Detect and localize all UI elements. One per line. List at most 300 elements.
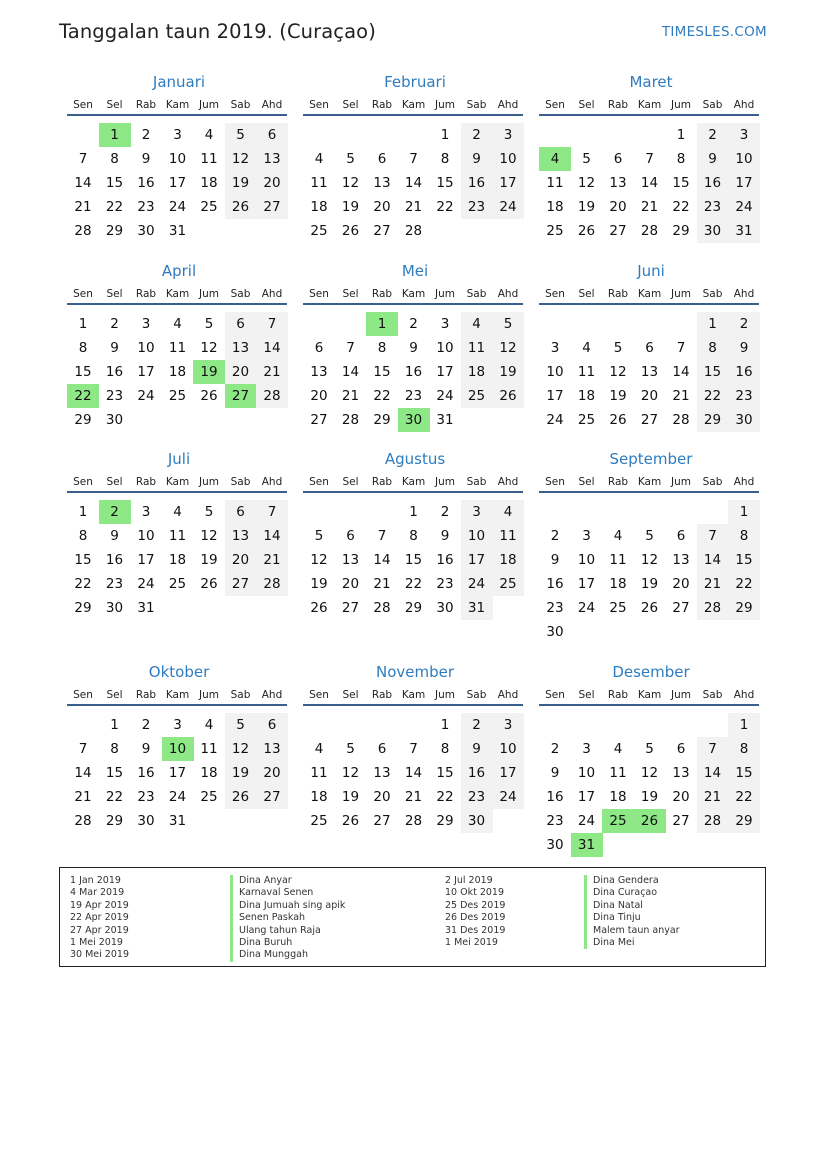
day-cell: 11: [310, 765, 328, 781]
month-name: September: [609, 450, 693, 468]
day-cell: 26: [341, 813, 360, 829]
day-cell: 23: [105, 388, 124, 404]
weekday-header: Sab: [702, 689, 723, 701]
day-cell: 28: [256, 384, 288, 408]
day-cell: 12: [200, 340, 218, 356]
header-rule: [67, 491, 287, 493]
day-cell: 26: [200, 388, 218, 404]
day-cell: 26: [577, 223, 596, 239]
weekday-header: Sen: [73, 476, 93, 488]
day-cell: 19: [609, 388, 627, 404]
day-cell: 12: [640, 552, 659, 568]
day-cell: 28: [74, 813, 92, 829]
legend-holiday-name: Karnaval Senen: [230, 887, 345, 899]
day-cell: 9: [461, 147, 493, 171]
weekday-header: Kam: [165, 689, 190, 701]
day-cell: 6: [377, 741, 387, 757]
weekday-header: Ahd: [261, 99, 283, 111]
day-cell: 30: [137, 813, 155, 829]
day-cell: 22: [105, 199, 124, 215]
weekday-header: Kam: [401, 288, 426, 300]
header-rule: [303, 704, 523, 706]
weekday-header: Kam: [165, 288, 190, 300]
day-cell: 29: [105, 813, 124, 829]
day-cell: 26: [310, 600, 328, 616]
day-cell: 24: [461, 572, 493, 596]
legend-holiday-name: Dina Jumuah sing apik: [230, 900, 345, 912]
header-rule: [539, 303, 759, 305]
day-cell: 5: [346, 151, 355, 167]
weekday-header: Sen: [309, 476, 329, 488]
day-cell: 20: [341, 576, 360, 592]
weekday-header: Sen: [309, 689, 329, 701]
day-cell: 6: [676, 528, 686, 544]
day-cell: 24: [546, 412, 564, 428]
day-cell: 9: [110, 340, 119, 356]
day-cell: 14: [640, 175, 659, 191]
day-cell: 14: [256, 524, 288, 548]
month-mei: [303, 262, 527, 462]
month-name: November: [375, 663, 455, 681]
month-name: Mei: [401, 262, 429, 280]
month-name: Februari: [384, 73, 446, 91]
day-cell: 21: [74, 199, 92, 215]
day-cell: 11: [200, 151, 218, 167]
day-cell: 24: [168, 789, 187, 805]
weekday-header: Sen: [309, 288, 329, 300]
day-cell: 19: [341, 789, 360, 805]
day-cell: 13: [672, 552, 690, 568]
day-cell: 2: [461, 123, 493, 147]
holiday-day-cell: 19: [193, 360, 225, 384]
day-cell: 9: [409, 340, 418, 356]
day-cell: 21: [404, 199, 423, 215]
day-cell: 7: [78, 151, 88, 167]
day-cell: 15: [74, 364, 92, 380]
weekday-header: Ahd: [497, 689, 519, 701]
day-cell: 25: [168, 576, 187, 592]
day-cell: 1: [110, 717, 119, 733]
day-cell: 11: [609, 552, 627, 568]
holiday-day-cell: 1: [366, 312, 398, 336]
day-cell: 3: [173, 717, 182, 733]
day-cell: 10: [436, 340, 454, 356]
day-cell: 27: [225, 572, 257, 596]
weekday-header: Kam: [637, 99, 662, 111]
weekday-header: Sel: [106, 288, 123, 300]
day-cell: 18: [310, 789, 328, 805]
day-cell: 15: [105, 175, 124, 191]
day-cell: 29: [74, 412, 92, 428]
day-cell: 24: [168, 199, 187, 215]
day-cell: 11: [461, 336, 493, 360]
day-cell: 2: [141, 127, 151, 143]
day-cell: 30: [546, 624, 564, 640]
day-cell: 9: [697, 147, 729, 171]
legend-dates-right: [445, 875, 505, 949]
day-cell: 22: [436, 789, 454, 805]
day-cell: 14: [74, 765, 92, 781]
day-cell: 3: [492, 123, 524, 147]
day-cell: 28: [672, 412, 690, 428]
day-cell: 11: [168, 528, 187, 544]
weekday-header: Sel: [342, 99, 359, 111]
day-cell: 20: [310, 388, 328, 404]
weekday-header: Sab: [230, 476, 251, 488]
day-cell: 30: [137, 223, 155, 239]
day-cell: 3: [440, 316, 450, 332]
weekday-header: Ahd: [733, 99, 755, 111]
day-cell: 28: [697, 596, 729, 620]
day-cell: 18: [461, 360, 493, 384]
day-cell: 16: [461, 761, 493, 785]
day-cell: 26: [200, 576, 218, 592]
day-cell: 17: [436, 364, 454, 380]
day-cell: 20: [373, 199, 391, 215]
day-cell: 27: [609, 223, 627, 239]
day-cell: 28: [404, 223, 423, 239]
day-cell: 11: [609, 765, 627, 781]
day-cell: 8: [377, 340, 387, 356]
day-cell: 25: [200, 199, 218, 215]
day-cell: 20: [225, 360, 257, 384]
day-cell: 30: [461, 809, 493, 833]
day-cell: 25: [546, 223, 564, 239]
day-cell: 1: [440, 127, 450, 143]
day-cell: 2: [141, 717, 151, 733]
legend-date: 4 Mar 2019: [70, 887, 125, 899]
day-cell: 7: [256, 312, 288, 336]
weekday-header: Rab: [607, 288, 629, 300]
weekday-header: Jum: [671, 288, 691, 300]
day-cell: 17: [137, 364, 155, 380]
weekday-header: Sab: [466, 288, 487, 300]
holiday-legend: [59, 867, 766, 967]
brand-link[interactable]: TIMESLES.COM: [661, 24, 767, 40]
day-cell: 12: [492, 336, 524, 360]
day-cell: 19: [640, 789, 659, 805]
day-cell: 7: [697, 737, 729, 761]
day-cell: 18: [310, 199, 328, 215]
day-cell: 30: [697, 219, 729, 243]
month-september: [539, 450, 763, 650]
day-cell: 14: [672, 364, 690, 380]
day-cell: 4: [204, 127, 214, 143]
month-juni: [539, 262, 763, 462]
weekday-header: Rab: [135, 476, 157, 488]
day-cell: 8: [78, 340, 88, 356]
weekday-header: Sel: [578, 288, 595, 300]
weekday-header: Sab: [702, 476, 723, 488]
day-cell: 3: [461, 500, 493, 524]
day-cell: 29: [373, 412, 391, 428]
day-cell: 1: [728, 500, 760, 524]
day-cell: 6: [346, 528, 355, 544]
day-cell: 31: [436, 412, 454, 428]
day-cell: 15: [728, 548, 760, 572]
day-cell: 18: [609, 789, 627, 805]
day-cell: 23: [404, 388, 423, 404]
weekday-header: Kam: [401, 99, 426, 111]
holiday-day-cell: 22: [67, 384, 99, 408]
day-cell: 28: [404, 813, 423, 829]
month-name: Juli: [167, 450, 191, 468]
day-cell: 21: [373, 576, 391, 592]
day-cell: 4: [582, 340, 591, 356]
month-name: Oktober: [148, 663, 210, 681]
day-cell: 15: [373, 364, 391, 380]
day-cell: 20: [256, 761, 288, 785]
day-cell: 9: [461, 737, 493, 761]
day-cell: 19: [640, 576, 659, 592]
month-januari: [67, 73, 291, 273]
weekday-header: Sab: [230, 689, 251, 701]
legend-holiday-name: Malem taun anyar: [584, 925, 680, 937]
day-cell: 2: [550, 528, 560, 544]
day-cell: 21: [256, 360, 288, 384]
day-cell: 21: [74, 789, 92, 805]
legend-holiday-name: Senen Paskah: [230, 912, 345, 924]
day-cell: 2: [110, 316, 119, 332]
day-cell: 8: [676, 151, 686, 167]
day-cell: 16: [546, 789, 564, 805]
day-cell: 1: [78, 504, 88, 520]
day-cell: 9: [141, 741, 151, 757]
month-april: [67, 262, 291, 462]
weekday-header: Jum: [199, 476, 219, 488]
day-cell: 3: [492, 713, 524, 737]
holiday-day-cell: 27: [225, 384, 257, 408]
day-cell: 8: [697, 336, 729, 360]
day-cell: 12: [225, 737, 257, 761]
day-cell: 12: [225, 147, 257, 171]
day-cell: 15: [728, 761, 760, 785]
day-cell: 18: [609, 576, 627, 592]
day-cell: 12: [310, 552, 328, 568]
weekday-header: Jum: [199, 288, 219, 300]
weekday-header: Rab: [371, 288, 393, 300]
day-cell: 17: [168, 175, 187, 191]
legend-dates-left: [70, 875, 129, 962]
day-cell: 24: [492, 785, 524, 809]
day-cell: 9: [110, 528, 119, 544]
day-cell: 19: [310, 576, 328, 592]
day-cell: 4: [492, 500, 524, 524]
day-cell: 20: [225, 548, 257, 572]
weekday-header: Sel: [578, 476, 595, 488]
day-cell: 4: [461, 312, 493, 336]
day-cell: 25: [609, 600, 627, 616]
day-cell: 22: [105, 789, 124, 805]
weekday-header: Jum: [671, 476, 691, 488]
day-cell: 2: [461, 713, 493, 737]
weekday-header: Sab: [702, 288, 723, 300]
day-cell: 24: [492, 195, 524, 219]
day-cell: 9: [440, 528, 450, 544]
day-cell: 24: [577, 813, 596, 829]
month-name: Januari: [152, 73, 206, 91]
day-cell: 8: [728, 524, 760, 548]
weekday-header: Sel: [342, 288, 359, 300]
day-cell: 31: [461, 596, 493, 620]
day-cell: 10: [137, 340, 155, 356]
weekday-header: Sel: [342, 476, 359, 488]
legend-holiday-name: Dina Tinju: [584, 912, 680, 924]
day-cell: 27: [310, 412, 328, 428]
weekday-header: Sen: [73, 99, 93, 111]
day-cell: 22: [728, 572, 760, 596]
weekday-header: Sab: [230, 288, 251, 300]
day-cell: 19: [341, 199, 360, 215]
day-cell: 5: [492, 312, 524, 336]
legend-date: 19 Apr 2019: [70, 899, 129, 911]
header-rule: [303, 491, 523, 493]
weekday-header: Sen: [73, 689, 93, 701]
day-cell: 13: [256, 147, 288, 171]
day-cell: 21: [697, 572, 729, 596]
weekday-header: Kam: [401, 689, 426, 701]
day-cell: 10: [577, 765, 596, 781]
legend-names-left: [230, 875, 345, 962]
day-cell: 16: [137, 765, 155, 781]
month-name: Juni: [637, 262, 665, 280]
weekday-header: Kam: [637, 689, 662, 701]
day-cell: 24: [137, 576, 155, 592]
day-cell: 25: [577, 412, 596, 428]
day-cell: 23: [436, 576, 454, 592]
day-cell: 6: [314, 340, 324, 356]
day-cell: 23: [728, 384, 760, 408]
weekday-header: Jum: [435, 288, 455, 300]
day-cell: 26: [225, 785, 257, 809]
header-rule: [539, 114, 759, 116]
day-cell: 30: [436, 600, 454, 616]
month-name: Desember: [612, 663, 690, 681]
day-cell: 26: [609, 412, 627, 428]
weekday-header: Rab: [135, 99, 157, 111]
weekday-header: Kam: [401, 476, 426, 488]
day-cell: 27: [640, 412, 659, 428]
legend-holiday-name: Dina Gendera: [584, 875, 680, 887]
day-cell: 14: [256, 336, 288, 360]
weekday-header: Sen: [545, 476, 565, 488]
day-cell: 11: [168, 340, 187, 356]
day-cell: 22: [672, 199, 690, 215]
day-cell: 17: [728, 171, 760, 195]
legend-date: 26 Des 2019: [445, 912, 506, 924]
day-cell: 15: [436, 175, 454, 191]
legend-date: 1 Mei 2019: [70, 936, 123, 948]
day-cell: 1: [676, 127, 686, 143]
day-cell: 7: [697, 524, 729, 548]
day-cell: 29: [697, 408, 729, 432]
day-cell: 7: [645, 151, 654, 167]
day-cell: 12: [341, 175, 360, 191]
day-cell: 23: [461, 195, 493, 219]
day-cell: 12: [200, 528, 218, 544]
day-cell: 11: [310, 175, 328, 191]
header-rule: [539, 491, 759, 493]
day-cell: 17: [137, 552, 155, 568]
day-cell: 7: [676, 340, 686, 356]
day-cell: 24: [577, 600, 596, 616]
month-oktober: [67, 663, 291, 863]
day-cell: 22: [697, 384, 729, 408]
day-cell: 1: [728, 713, 760, 737]
day-cell: 13: [256, 737, 288, 761]
day-cell: 7: [409, 741, 418, 757]
day-cell: 21: [256, 548, 288, 572]
day-cell: 23: [137, 789, 155, 805]
day-cell: 18: [546, 199, 564, 215]
month-name: April: [161, 262, 197, 280]
day-cell: 15: [404, 552, 423, 568]
day-cell: 17: [577, 576, 596, 592]
weekday-header: Sab: [466, 689, 487, 701]
day-cell: 18: [492, 548, 524, 572]
day-cell: 16: [546, 576, 564, 592]
day-cell: 16: [436, 552, 454, 568]
day-cell: 9: [141, 151, 151, 167]
day-cell: 25: [168, 388, 187, 404]
weekday-header: Sen: [545, 288, 565, 300]
day-cell: 5: [582, 151, 591, 167]
day-cell: 3: [550, 340, 560, 356]
header-rule: [539, 704, 759, 706]
day-cell: 10: [728, 147, 760, 171]
weekday-header: Sel: [342, 689, 359, 701]
day-cell: 16: [137, 175, 155, 191]
day-cell: 16: [728, 360, 760, 384]
day-cell: 10: [546, 364, 564, 380]
legend-date: 10 Okt 2019: [445, 887, 505, 899]
weekday-header: Rab: [371, 476, 393, 488]
day-cell: 13: [341, 552, 360, 568]
day-cell: 6: [377, 151, 387, 167]
day-cell: 18: [168, 552, 187, 568]
day-cell: 6: [225, 312, 257, 336]
day-cell: 14: [74, 175, 92, 191]
day-cell: 29: [728, 809, 760, 833]
day-cell: 23: [697, 195, 729, 219]
legend-names-right: [584, 875, 680, 949]
weekday-header: Jum: [199, 689, 219, 701]
day-cell: 25: [492, 572, 524, 596]
day-cell: 9: [550, 552, 560, 568]
day-cell: 12: [640, 765, 659, 781]
day-cell: 5: [346, 741, 355, 757]
weekday-header: Rab: [135, 288, 157, 300]
day-cell: 25: [310, 813, 328, 829]
day-cell: 8: [409, 528, 418, 544]
weekday-header: Sen: [73, 288, 93, 300]
weekday-header: Ahd: [261, 689, 283, 701]
month-maret: [539, 73, 763, 273]
day-cell: 8: [440, 151, 450, 167]
day-cell: 5: [204, 504, 214, 520]
weekday-header: Kam: [637, 476, 662, 488]
day-cell: 29: [672, 223, 690, 239]
weekday-header: Sab: [466, 99, 487, 111]
weekday-header: Sel: [578, 689, 595, 701]
day-cell: 2: [550, 741, 560, 757]
holiday-day-cell: 26: [634, 809, 666, 833]
weekday-header: Sab: [466, 476, 487, 488]
day-cell: 22: [728, 785, 760, 809]
day-cell: 15: [697, 360, 729, 384]
weekday-header: Sel: [106, 689, 123, 701]
day-cell: 21: [640, 199, 659, 215]
